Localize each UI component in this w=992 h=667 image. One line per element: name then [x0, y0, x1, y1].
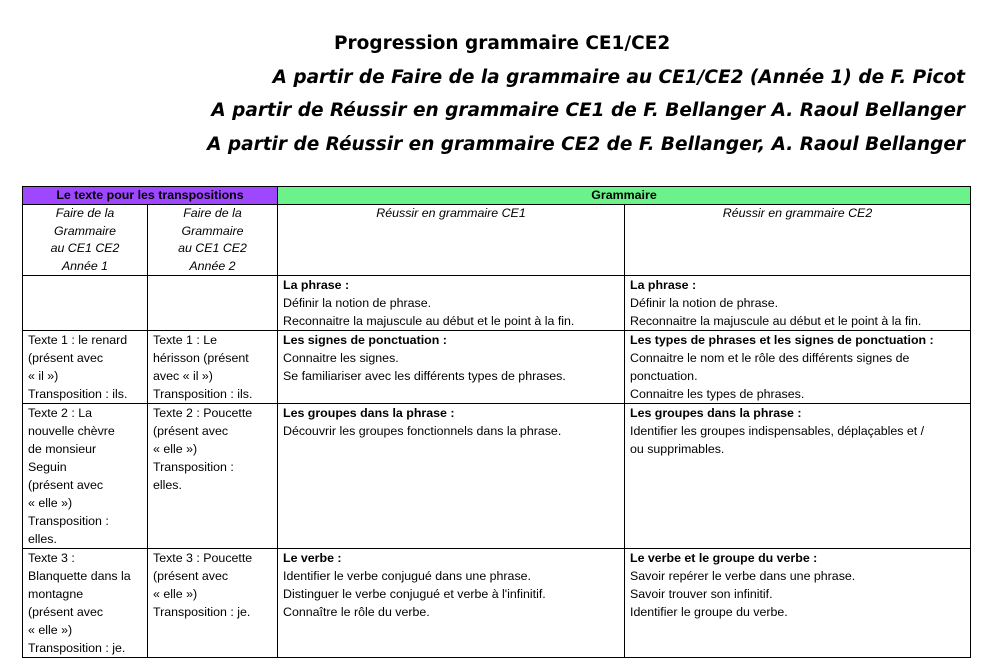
cell-line: montagne: [28, 587, 84, 601]
source-line-2: A partir de Réussir en grammaire CE1 de F. Bellanger A. Raoul Bellanger: [211, 100, 965, 121]
sub-header-line: Grammaire: [54, 223, 116, 238]
cell-line: Définir la notion de phrase.: [630, 296, 779, 310]
cell-line: Texte 1 : le renard: [28, 333, 128, 347]
cell-line: Transposition :: [28, 514, 109, 528]
cell-line: « elle »): [28, 623, 73, 637]
text-annee-1-cell: [23, 331, 148, 404]
sub-header-line: Grammaire: [181, 223, 244, 238]
grammaire-ce2-cell: [625, 276, 971, 331]
group-header-row: [23, 187, 971, 205]
grammaire-ce2-cell: [625, 404, 971, 549]
cell-line: Connaitre les types de phrases.: [630, 387, 805, 401]
source-line-1: A partir de Faire de la grammaire au CE1/CE2 (Année 1) de F. Picot: [272, 67, 965, 88]
cell-title: La phrase :: [283, 278, 350, 292]
table-row: [23, 404, 971, 549]
cell-line: (présent avec: [28, 351, 104, 365]
cell-line: « elle »): [28, 496, 73, 510]
cell-line: ou supprimables.: [630, 442, 725, 456]
cell-line: Seguin: [28, 460, 67, 474]
cell-line: Texte 3 :: [28, 551, 75, 565]
sub-header-line: Réussir en grammaire CE2: [722, 206, 873, 220]
cell-line: Connaitre les signes.: [283, 351, 399, 365]
cell-line: Se familiariser avec les différents types de phrases.: [283, 369, 566, 383]
cell-line: Connaitre le nom et le rôle des différents signes de: [630, 351, 910, 365]
cell-line: Transposition : ils.: [28, 387, 128, 401]
group-header-transpositions: Le texte pour les transpositions: [23, 187, 278, 205]
table-row: [23, 331, 971, 404]
document-title: Progression grammaire CE1/CE2: [334, 33, 671, 54]
cell-title: Les groupes dans la phrase :: [283, 406, 455, 420]
cell-line: (présent avec: [28, 478, 104, 492]
sub-header-line: Année 1: [61, 258, 109, 273]
sub-header-4: [625, 205, 971, 276]
cell-line: ponctuation.: [630, 369, 698, 383]
cell-line: Savoir trouver son infinitif.: [630, 587, 773, 601]
sub-header-line: Année 2: [189, 258, 236, 273]
cell-line: avec « il »): [153, 369, 213, 383]
grammaire-ce2-cell: [625, 549, 971, 658]
cell-line: « elle »): [153, 442, 198, 456]
cell-title: Le verbe et le groupe du verbe :: [630, 551, 818, 565]
cell-line: Texte 2 : Poucette: [153, 406, 253, 420]
cell-title: Le verbe :: [283, 551, 342, 565]
cell-line: Définir la notion de phrase.: [283, 296, 432, 310]
sub-header-line: au CE1 CE2: [178, 241, 247, 255]
cell-line: Transposition : je.: [153, 605, 251, 619]
cell-title: Les groupes dans la phrase :: [630, 406, 802, 420]
sub-header-line: Faire de la: [183, 206, 242, 220]
cell-line: Texte 2 : La: [28, 406, 93, 420]
grammaire-ce1-cell: [278, 549, 625, 658]
sub-header-3: [278, 205, 625, 276]
cell-line: Distinguer le verbe conjugué et verbe à l'infinitif.: [283, 587, 546, 601]
cell-line: Reconnaitre la majuscule au début et le point à la fin.: [283, 314, 575, 328]
cell-line: (présent avec: [28, 605, 104, 619]
grammaire-ce1-cell: [278, 404, 625, 549]
cell-line: de monsieur: [28, 442, 97, 456]
table-row: [23, 549, 971, 658]
grammaire-ce2-cell: [625, 331, 971, 404]
text-annee-2-cell: [148, 276, 278, 331]
sub-header-1: [23, 205, 148, 276]
cell-line: Identifier le verbe conjugué dans une phrase.: [283, 569, 531, 583]
table-row: [23, 276, 971, 331]
cell-line: Savoir repérer le verbe dans une phrase.: [630, 569, 856, 583]
cell-title: La phrase :: [630, 278, 697, 292]
cell-line: elles.: [28, 532, 57, 546]
cell-line: nouvelle chèvre: [28, 424, 115, 438]
progression-table: [22, 186, 971, 658]
cell-line: Transposition :: [153, 460, 234, 474]
text-annee-1-cell: [23, 276, 148, 331]
cell-line: elles.: [153, 478, 182, 492]
cell-line: (présent avec: [153, 569, 229, 583]
cell-line: Découvrir les groupes fonctionnels dans la phrase.: [283, 424, 562, 438]
text-annee-2-cell: [148, 404, 278, 549]
cell-line: hérisson (présent: [153, 351, 249, 365]
sub-header-line: Réussir en grammaire CE1: [376, 206, 526, 220]
cell-line: « il »): [28, 369, 59, 383]
sub-header-2: [148, 205, 278, 276]
cell-line: Connaître le rôle du verbe.: [283, 605, 430, 619]
cell-line: « elle »): [153, 587, 198, 601]
text-annee-2-cell: [148, 549, 278, 658]
grammaire-ce1-cell: [278, 276, 625, 331]
text-annee-2-cell: [148, 331, 278, 404]
text-annee-1-cell: [23, 404, 148, 549]
cell-line: Identifier le groupe du verbe.: [630, 605, 788, 619]
group-header-grammaire: Grammaire: [278, 187, 971, 205]
cell-line: Texte 1 : Le: [153, 333, 218, 347]
sub-header-line: au CE1 CE2: [50, 241, 120, 255]
cell-line: Texte 3 : Poucette: [153, 551, 253, 565]
cell-title: Les types de phrases et les signes de ponctuation :: [630, 333, 934, 347]
text-annee-1-cell: [23, 549, 148, 658]
cell-title: Les signes de ponctuation :: [283, 333, 447, 347]
grammaire-ce1-cell: [278, 331, 625, 404]
sub-header-row: [23, 205, 971, 276]
cell-line: Reconnaitre la majuscule au début et le point à la fin.: [630, 314, 922, 328]
cell-line: (présent avec: [153, 424, 229, 438]
source-line-3: A partir de Réussir en grammaire CE2 de F. Bellanger, A. Raoul Bellanger: [207, 134, 965, 155]
cell-line: Transposition : je.: [28, 641, 126, 655]
sub-header-line: Faire de la: [55, 206, 115, 220]
cell-line: Transposition : ils.: [153, 387, 253, 401]
cell-line: Blanquette dans la: [28, 569, 131, 583]
cell-line: Identifier les groupes indispensables, déplaçables et /: [630, 424, 925, 438]
